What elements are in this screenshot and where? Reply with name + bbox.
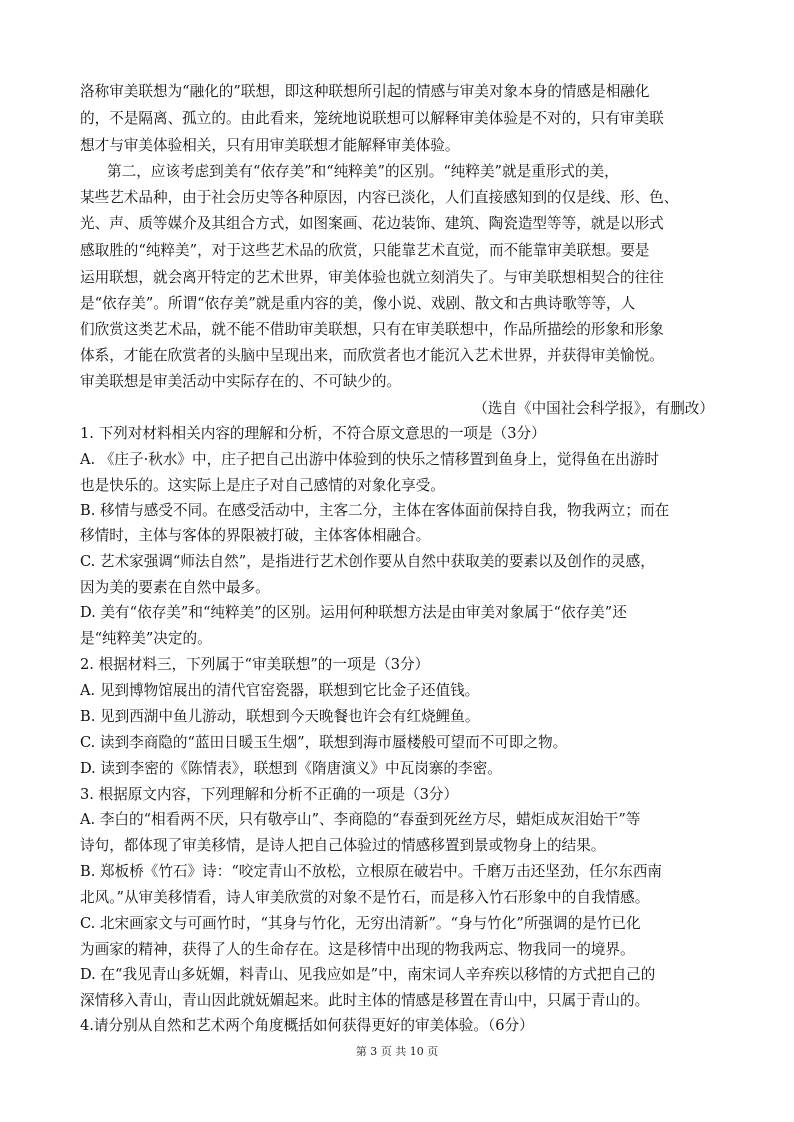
question-2-option-b: B. 见到西湖中鱼儿游动，联想到今天晚餐也许会有红烧鲤鱼。 (80, 708, 480, 725)
question-1-option-d: 是“纯粹美”决定的。 (80, 630, 212, 647)
question-2-option-d: D. 读到李密的《陈情表》，联想到《隋唐演义》中瓦岗寨的李密。 (80, 760, 502, 777)
question-3-option-b: B. 郑板桥《竹石》诗：“咬定青山不放松，立根原在破岩中。千磨万击还坚劲，任尔东西南 (80, 863, 663, 880)
question-1-stem: 1. 下列对材料相关内容的理解和分析，不符合原文意思的一项是（3分） (80, 425, 546, 442)
question-2-option-a: A. 见到博物馆展出的清代官窑瓷器，联想到它比金子还值钱。 (80, 682, 480, 699)
passage-line: 审美联想是审美活动中实际存在的、不可缺少的。 (80, 373, 402, 390)
question-3-option-a: 诗句，都体现了审美移情，是诗人把自己体验过的情感移置到景或物身上的结果。 (80, 837, 606, 854)
question-4-stem: 4.请分别从自然和艺术两个角度概括如何获得更好的审美体验。（6分） (80, 1017, 534, 1034)
passage-line: 体系，才能在欣赏者的头脑中呈现出来，而欣赏者也才能沉入艺术世界，并获得审美愉悦。 (80, 347, 664, 364)
question-1-option-b: B. 移情与感受不同。在感受活动中，主客二分，主体在客体面前保持自我，物我两立；而在 (80, 502, 670, 519)
question-3-option-d: D. 在“我见青山多妩媚，料青山、见我应如是”中，南宋词人辛弃疾以移情的方式把自己的 (80, 966, 656, 983)
question-3-option-b: 北风。”从审美移情看，诗人审美欣赏的对象不是竹石，而是移入竹石形象中的自我情感。 (80, 889, 650, 906)
question-1-option-a: 也是快乐的。这实际上是庄子对自己感情的对象化享受。 (80, 477, 445, 494)
question-1-option-c: C. 艺术家强调“师法自然”，是指进行艺术创作要从自然中获取美的要素以及创作的灵感， (80, 553, 655, 570)
passage-line: 光、声、质等媒介及其组合方式，如图案画、花边装饰、建筑、陶瓷造型等等，就是以形式 (80, 215, 664, 232)
question-3-option-a: A. 李白的“相看两不厌，只有敬亭山”、李商隐的“春蚕到死丝方尽，蜡炬成灰泪始干”等 (80, 811, 641, 828)
question-3-option-d: 深情移入青山，青山因此就妩媚起来。此时主体的情感是移置在青山中，只属于青山的。 (80, 992, 650, 1009)
passage-line: 洛称审美联想为“融化的”联想，即这种联想所引起的情感与审美对象本身的情感是相融化 (80, 83, 650, 100)
question-3-option-c: 为画家的精神，获得了人的生命存在。这是移情中出现的物我两忘、物我同一的境界。 (80, 941, 635, 958)
passage-line: 的，不是隔离、孤立的。由此看来，笼统地说联想可以解释审美体验是不对的，只有审美联 (80, 110, 664, 127)
question-1-option-a: A. 《庄子·秋水》中，庄子把自己出游中体验到的快乐之情移置到鱼身上，觉得鱼在出游时 (80, 451, 660, 468)
question-3-option-c: C. 北宋画家文与可画竹时，“其身与竹化，无穷出清新”。“身与竹化”所强调的是竹已化 (80, 915, 641, 932)
passage-line: 感取胜的“纯粹美”，对于这些艺术品的欣赏，只能靠艺术直觉，而不能靠审美联想。要是 (80, 242, 650, 259)
page-footer: 第 3 页 共 10 页 (355, 1045, 439, 1058)
question-2-stem: 2. 根据材料三，下列属于“审美联想”的一项是（3分） (80, 656, 430, 673)
passage-line: 们欣赏这类艺术品，就不能不借助审美联想，只有在审美联想中，作品所描绘的形象和形象 (80, 321, 664, 338)
passage-line: 想才与审美体验相关，只有用审美联想才能解释审美体验。 (80, 137, 460, 154)
question-2-option-c: C. 读到李商隐的“蓝田日暖玉生烟”，联想到海市蜃楼般可望而不可即之物。 (80, 734, 568, 751)
passage-paragraph-start: 第二，应该考虑到美有“依存美”和“纯粹美”的区别。“纯粹美”就是重形式的美， (107, 163, 619, 180)
question-3-stem: 3. 根据原文内容，下列理解和分析不正确的一项是（3分） (80, 786, 459, 803)
passage-line: 某些艺术品种，由于社会历史等各种原因，内容已淡化，人们直接感知到的仅是线、形、色、 (80, 189, 679, 206)
passage-line: 运用联想，就会离开特定的艺术世界，审美体验也就立刻消失了。与审美联想相契合的往往 (80, 269, 664, 286)
question-1-option-d: D. 美有“依存美”和“纯粹美”的区别。运用何种联想方法是由审美对象属于“依存美”还 (80, 604, 627, 621)
question-1-option-c: 因为美的要素在自然中最多。 (80, 579, 270, 596)
question-1-option-b: 移情时，主体与客体的界限被打破，主体客体相融合。 (80, 527, 431, 544)
passage-line: 是“依存美”。所谓“依存美”就是重内容的美，像小说、戏剧、散文和古典诗歌等等，人 (80, 295, 636, 312)
passage-source: （选自《中国社会科学报》，有删改） (473, 400, 714, 417)
